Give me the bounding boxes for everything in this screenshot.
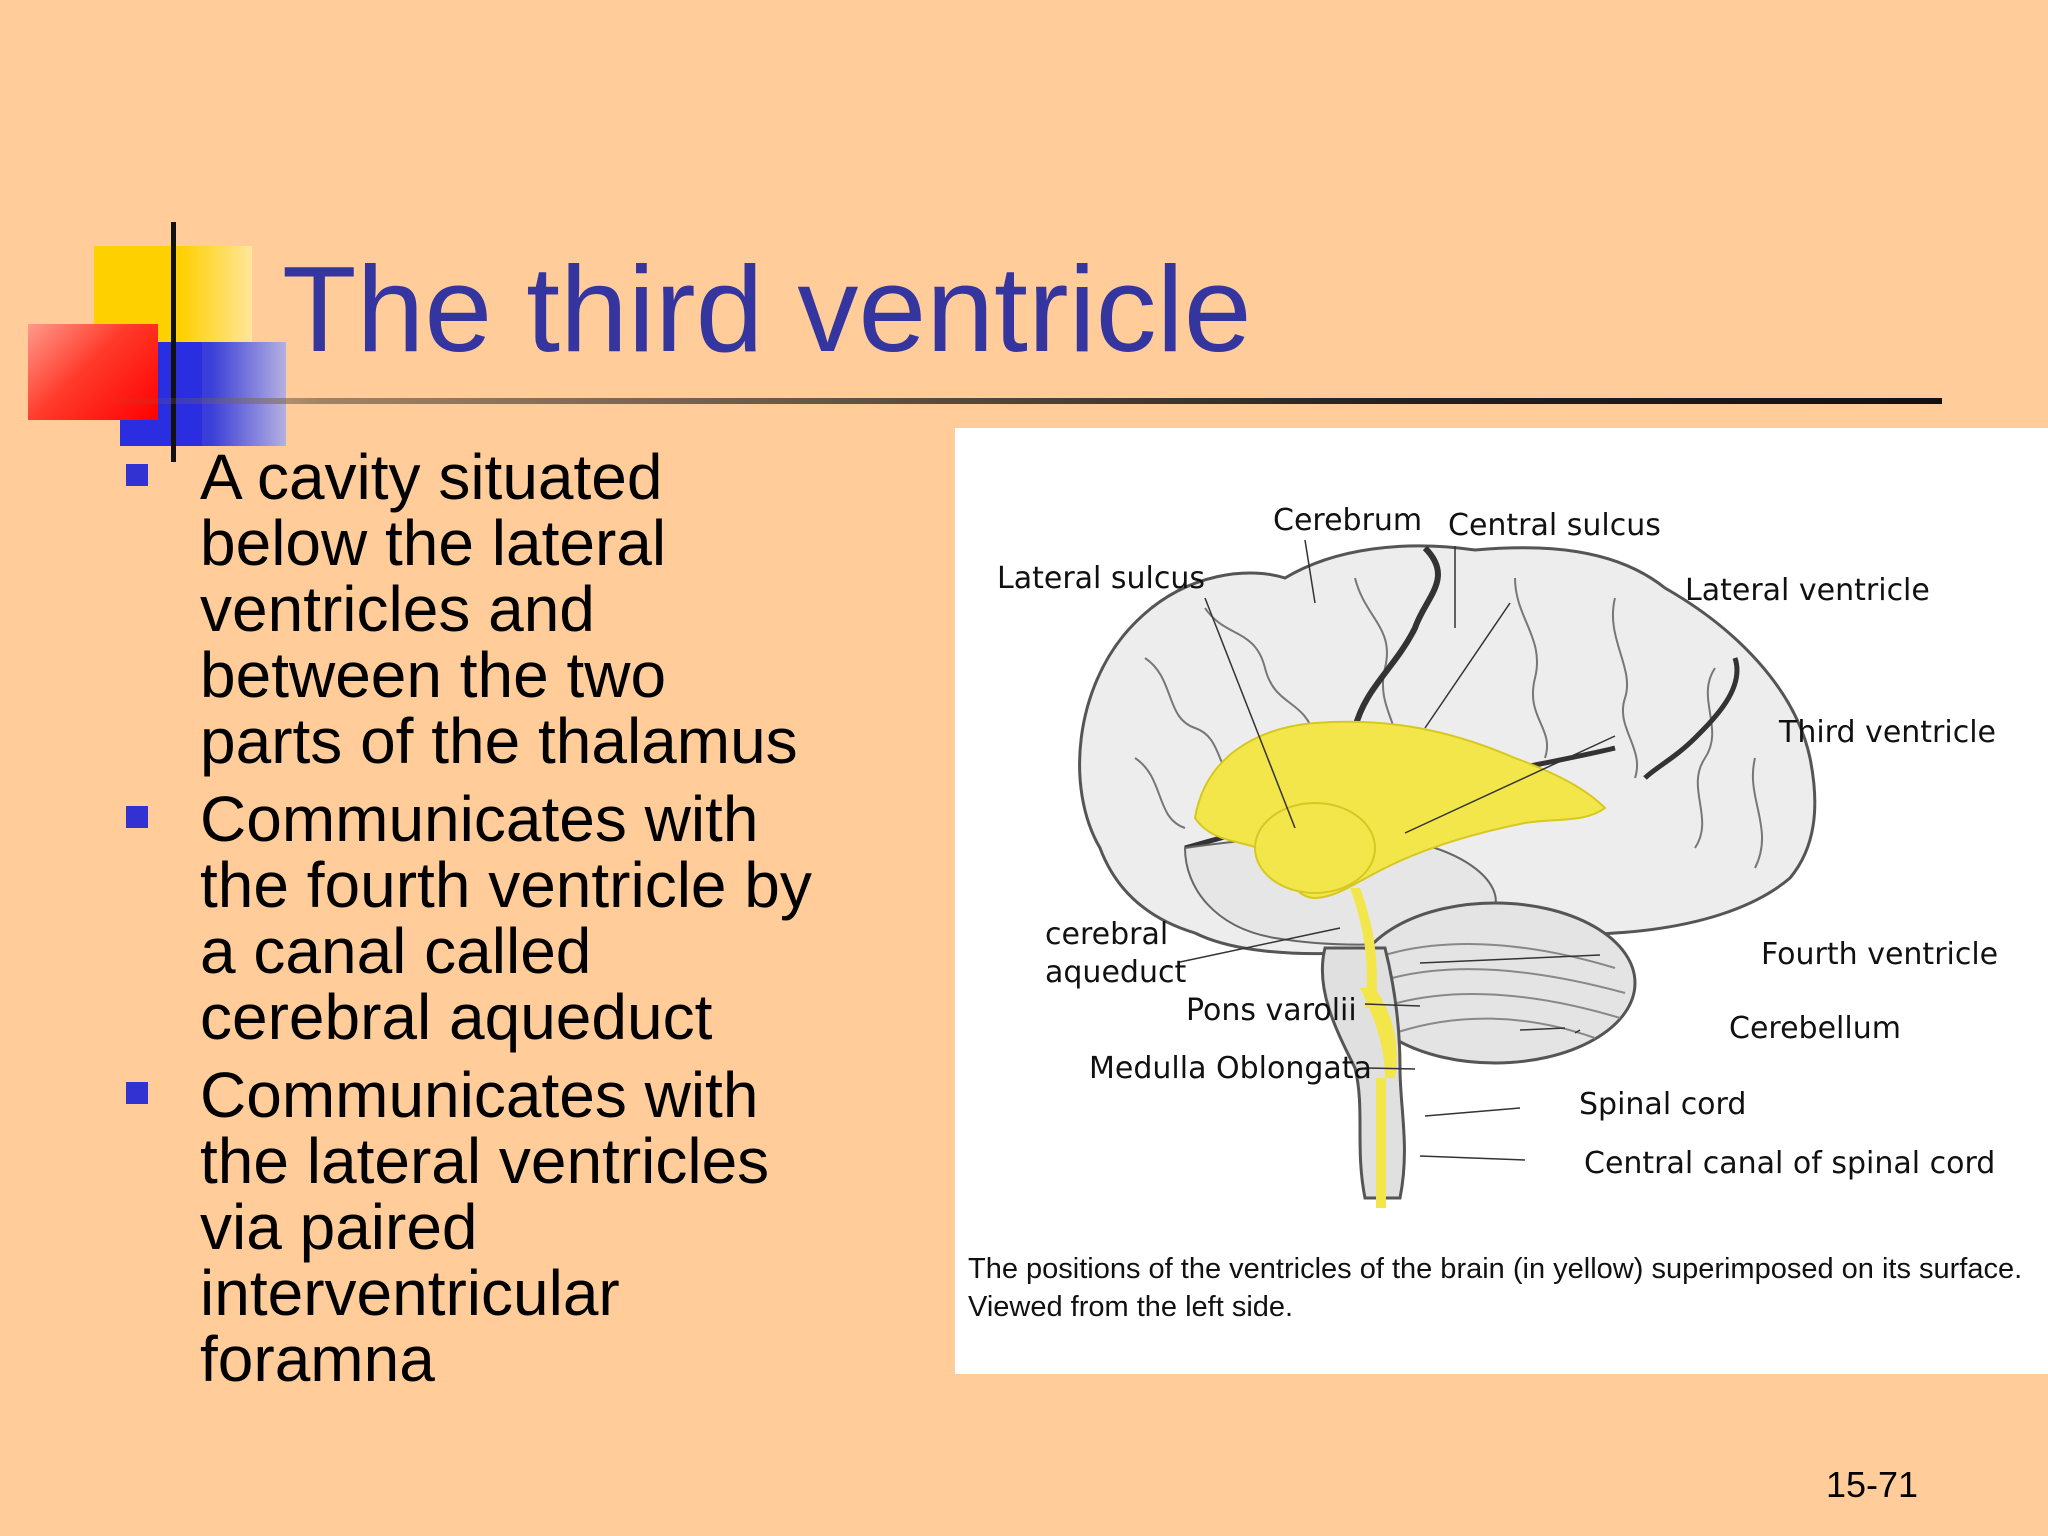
page-number: 15-71 <box>1826 1464 1919 1505</box>
label-medulla-oblongata: Medulla Oblongata <box>1089 1051 1372 1086</box>
bullet-square-icon <box>126 806 148 828</box>
label-central-canal: Central canal of spinal cord <box>1584 1146 1996 1181</box>
bullet-text: Communicates with the lateral ventricles via paired interventricular foramna <box>200 1059 770 1395</box>
label-fourth-ventricle: Fourth ventricle <box>1761 937 1999 972</box>
bullet-square-icon <box>126 464 148 486</box>
figure-caption: The positions of the ventricles of the brain (in yellow) superimposed on its surface. Viewed from the left side. <box>968 1253 2023 1323</box>
title-rule <box>100 398 1942 404</box>
label-aqueduct: aqueduct <box>1045 955 1187 990</box>
slide-title: The third ventricle <box>282 241 1252 377</box>
third-ventricle-shape <box>1255 803 1375 893</box>
bullet-list <box>122 441 922 1404</box>
label-central-sulcus: Central sulcus <box>1448 508 1661 543</box>
decorative-red-square <box>28 324 158 420</box>
label-spinal-cord: Spinal cord <box>1579 1087 1747 1122</box>
label-pons-varolii: Pons varolii <box>1186 993 1357 1028</box>
label-cerebral: cerebral <box>1045 917 1169 952</box>
bullet-item <box>122 441 922 777</box>
label-cerebrum: Cerebrum <box>1273 503 1423 538</box>
bullet-text: A cavity situated below the lateral ventricles and between the two parts of the thalamus <box>200 441 798 777</box>
decorative-vertical-line <box>171 222 176 462</box>
label-cerebellum: Cerebellum <box>1729 1011 1901 1046</box>
central-canal-shape <box>1376 1078 1386 1208</box>
bullet-text: Communicates with the fourth ventricle by a canal called cerebral aqueduct <box>200 783 812 1053</box>
bullet-item <box>122 1059 922 1395</box>
label-lateral-sulcus: Lateral sulcus <box>997 561 1206 596</box>
bullet-square-icon <box>126 1082 148 1104</box>
bullet-item <box>122 783 922 1053</box>
label-third-ventricle: Third ventricle <box>1779 715 1997 750</box>
brain-figure <box>955 428 2048 1374</box>
brain-diagram <box>955 428 2048 1374</box>
label-lateral-ventricle: Lateral ventricle <box>1685 573 1930 608</box>
